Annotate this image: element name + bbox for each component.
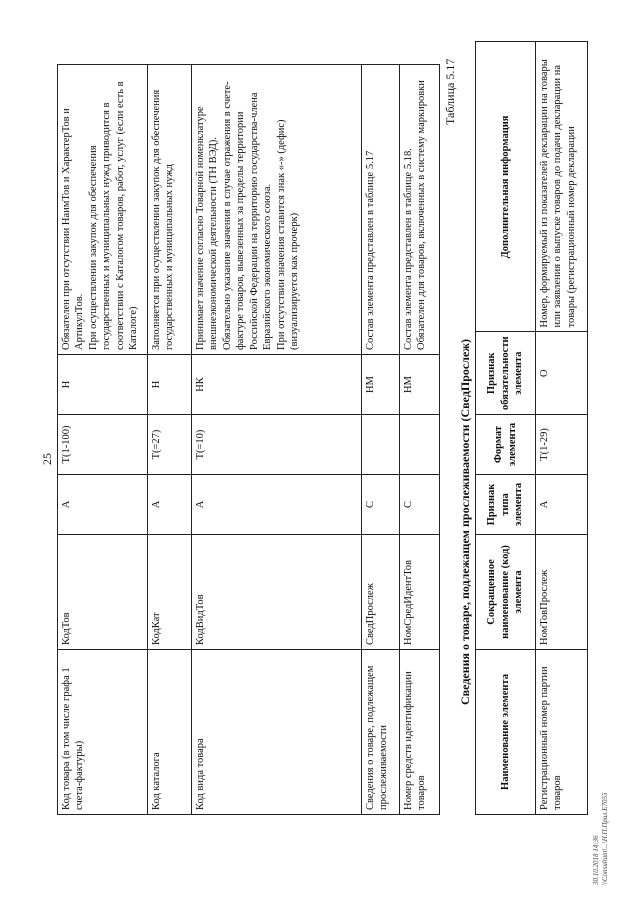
print-stamp — [592, 792, 610, 885]
table-row — [362, 65, 400, 815]
header-info: Дополнительная информация — [476, 42, 536, 332]
element-format: Т(1-100) — [58, 415, 148, 475]
element-requirement: Н — [58, 355, 148, 415]
element-code: СведПрослеж — [362, 535, 400, 650]
element-name: Номер средств идентификации товаров — [400, 650, 440, 815]
element-info — [148, 65, 192, 355]
element-info — [400, 65, 440, 355]
element-type: А — [536, 475, 588, 535]
element-name: Код товара (в том числе графа 1 счета-фактуры) — [58, 650, 148, 815]
info-line: При осуществлении закупок для обеспечения государственных и муниципальных нужд приводится в соответствии с Каталогом товаров, работ, услуг (если есть в Каталоге) — [87, 81, 140, 350]
element-code: КодТов — [58, 535, 148, 650]
element-format — [362, 415, 400, 475]
element-format: Т(=10) — [192, 415, 362, 475]
table-row — [192, 65, 362, 815]
table-caption: Таблица 5.17 — [443, 58, 457, 125]
element-requirement: НМ — [362, 355, 400, 415]
header-requirement: Признак обязательности элемента — [476, 332, 536, 415]
table-row — [536, 42, 588, 815]
element-info — [192, 65, 362, 355]
header-type: Признак типа элемента — [476, 475, 536, 535]
element-name: Регистрационный номер партии товаров — [536, 650, 588, 815]
info-line: Заполняется при осуществлении закупок для обеспечения государственных и муниципальных нужд — [151, 89, 176, 350]
info-line: Обязательно указание значения в случае отражения в счете-фактуре товаров, вывезенных за пределы территории Российской Федерации на территорию государства-члена Евразийского экономического союза. — [221, 81, 274, 350]
header-name: Наименование элемента — [476, 650, 536, 815]
elements-table — [57, 64, 440, 815]
element-format: Т(=27) — [148, 415, 192, 475]
element-code: КодВидТов — [192, 535, 362, 650]
element-type: С — [362, 475, 400, 535]
element-name: Код каталога — [148, 650, 192, 815]
element-code: НомТовПрослеж — [536, 535, 588, 650]
element-requirement: НК — [192, 355, 362, 415]
table-row — [400, 65, 440, 815]
traceability-table — [475, 41, 588, 815]
info-line: Состав элемента представлен в таблице 5.18. — [403, 148, 414, 350]
element-type: С — [400, 475, 440, 535]
element-type: А — [58, 475, 148, 535]
element-requirement: О — [536, 332, 588, 415]
element-info: Номер, формируемый из показателей декларации на товары или заявления о выпуске товаров до подачи декларации на товары (регистрационный номер декларации — [536, 42, 588, 332]
element-format — [400, 415, 440, 475]
info-line: Состав элемента представлен в таблице 5.17 — [365, 150, 376, 350]
page-number: 25 — [40, 453, 54, 465]
element-type: А — [192, 475, 362, 535]
stamp-line: \\Consultant\...\Н.П.Прил.Е7055 — [601, 792, 610, 885]
info-line: Обязателен для товаров, включенных в систему маркировки — [416, 80, 428, 350]
element-code: НомСредИдентТов — [400, 535, 440, 650]
table-title: Сведения о товаре, подлежащем прослеживаемости (СведПрослеж) — [458, 339, 472, 705]
element-requirement: Н — [148, 355, 192, 415]
table-row — [148, 65, 192, 815]
header-row — [476, 42, 536, 815]
element-code: КодКат — [148, 535, 192, 650]
header-code: Сокращенное наименование (код) элемента — [476, 535, 536, 650]
header-format: Формат элемента — [476, 415, 536, 475]
info-line: Принимает значение согласно Товарной номенклатуре внешнеэкономической деятельности (ТН ВЭД). — [195, 106, 220, 350]
element-info — [58, 65, 148, 355]
info-line: Обязателен при отсутствии НаимТов и ХарактерТов и АртикулТов. — [61, 108, 86, 350]
info-line: При отсутствии значения ставится знак «-» (дефис) (визуализируется как прочерк) — [275, 119, 301, 350]
element-info — [362, 65, 400, 355]
element-name: Код вида товара — [192, 650, 362, 815]
element-format: Т(1-29) — [536, 415, 588, 475]
element-name: Сведения о товаре, подлежащем прослеживаемости — [362, 650, 400, 815]
element-requirement: НМ — [400, 355, 440, 415]
table-row — [58, 65, 148, 815]
element-type: А — [148, 475, 192, 535]
stamp-line: 30.10.2018 14:36 — [592, 835, 600, 885]
